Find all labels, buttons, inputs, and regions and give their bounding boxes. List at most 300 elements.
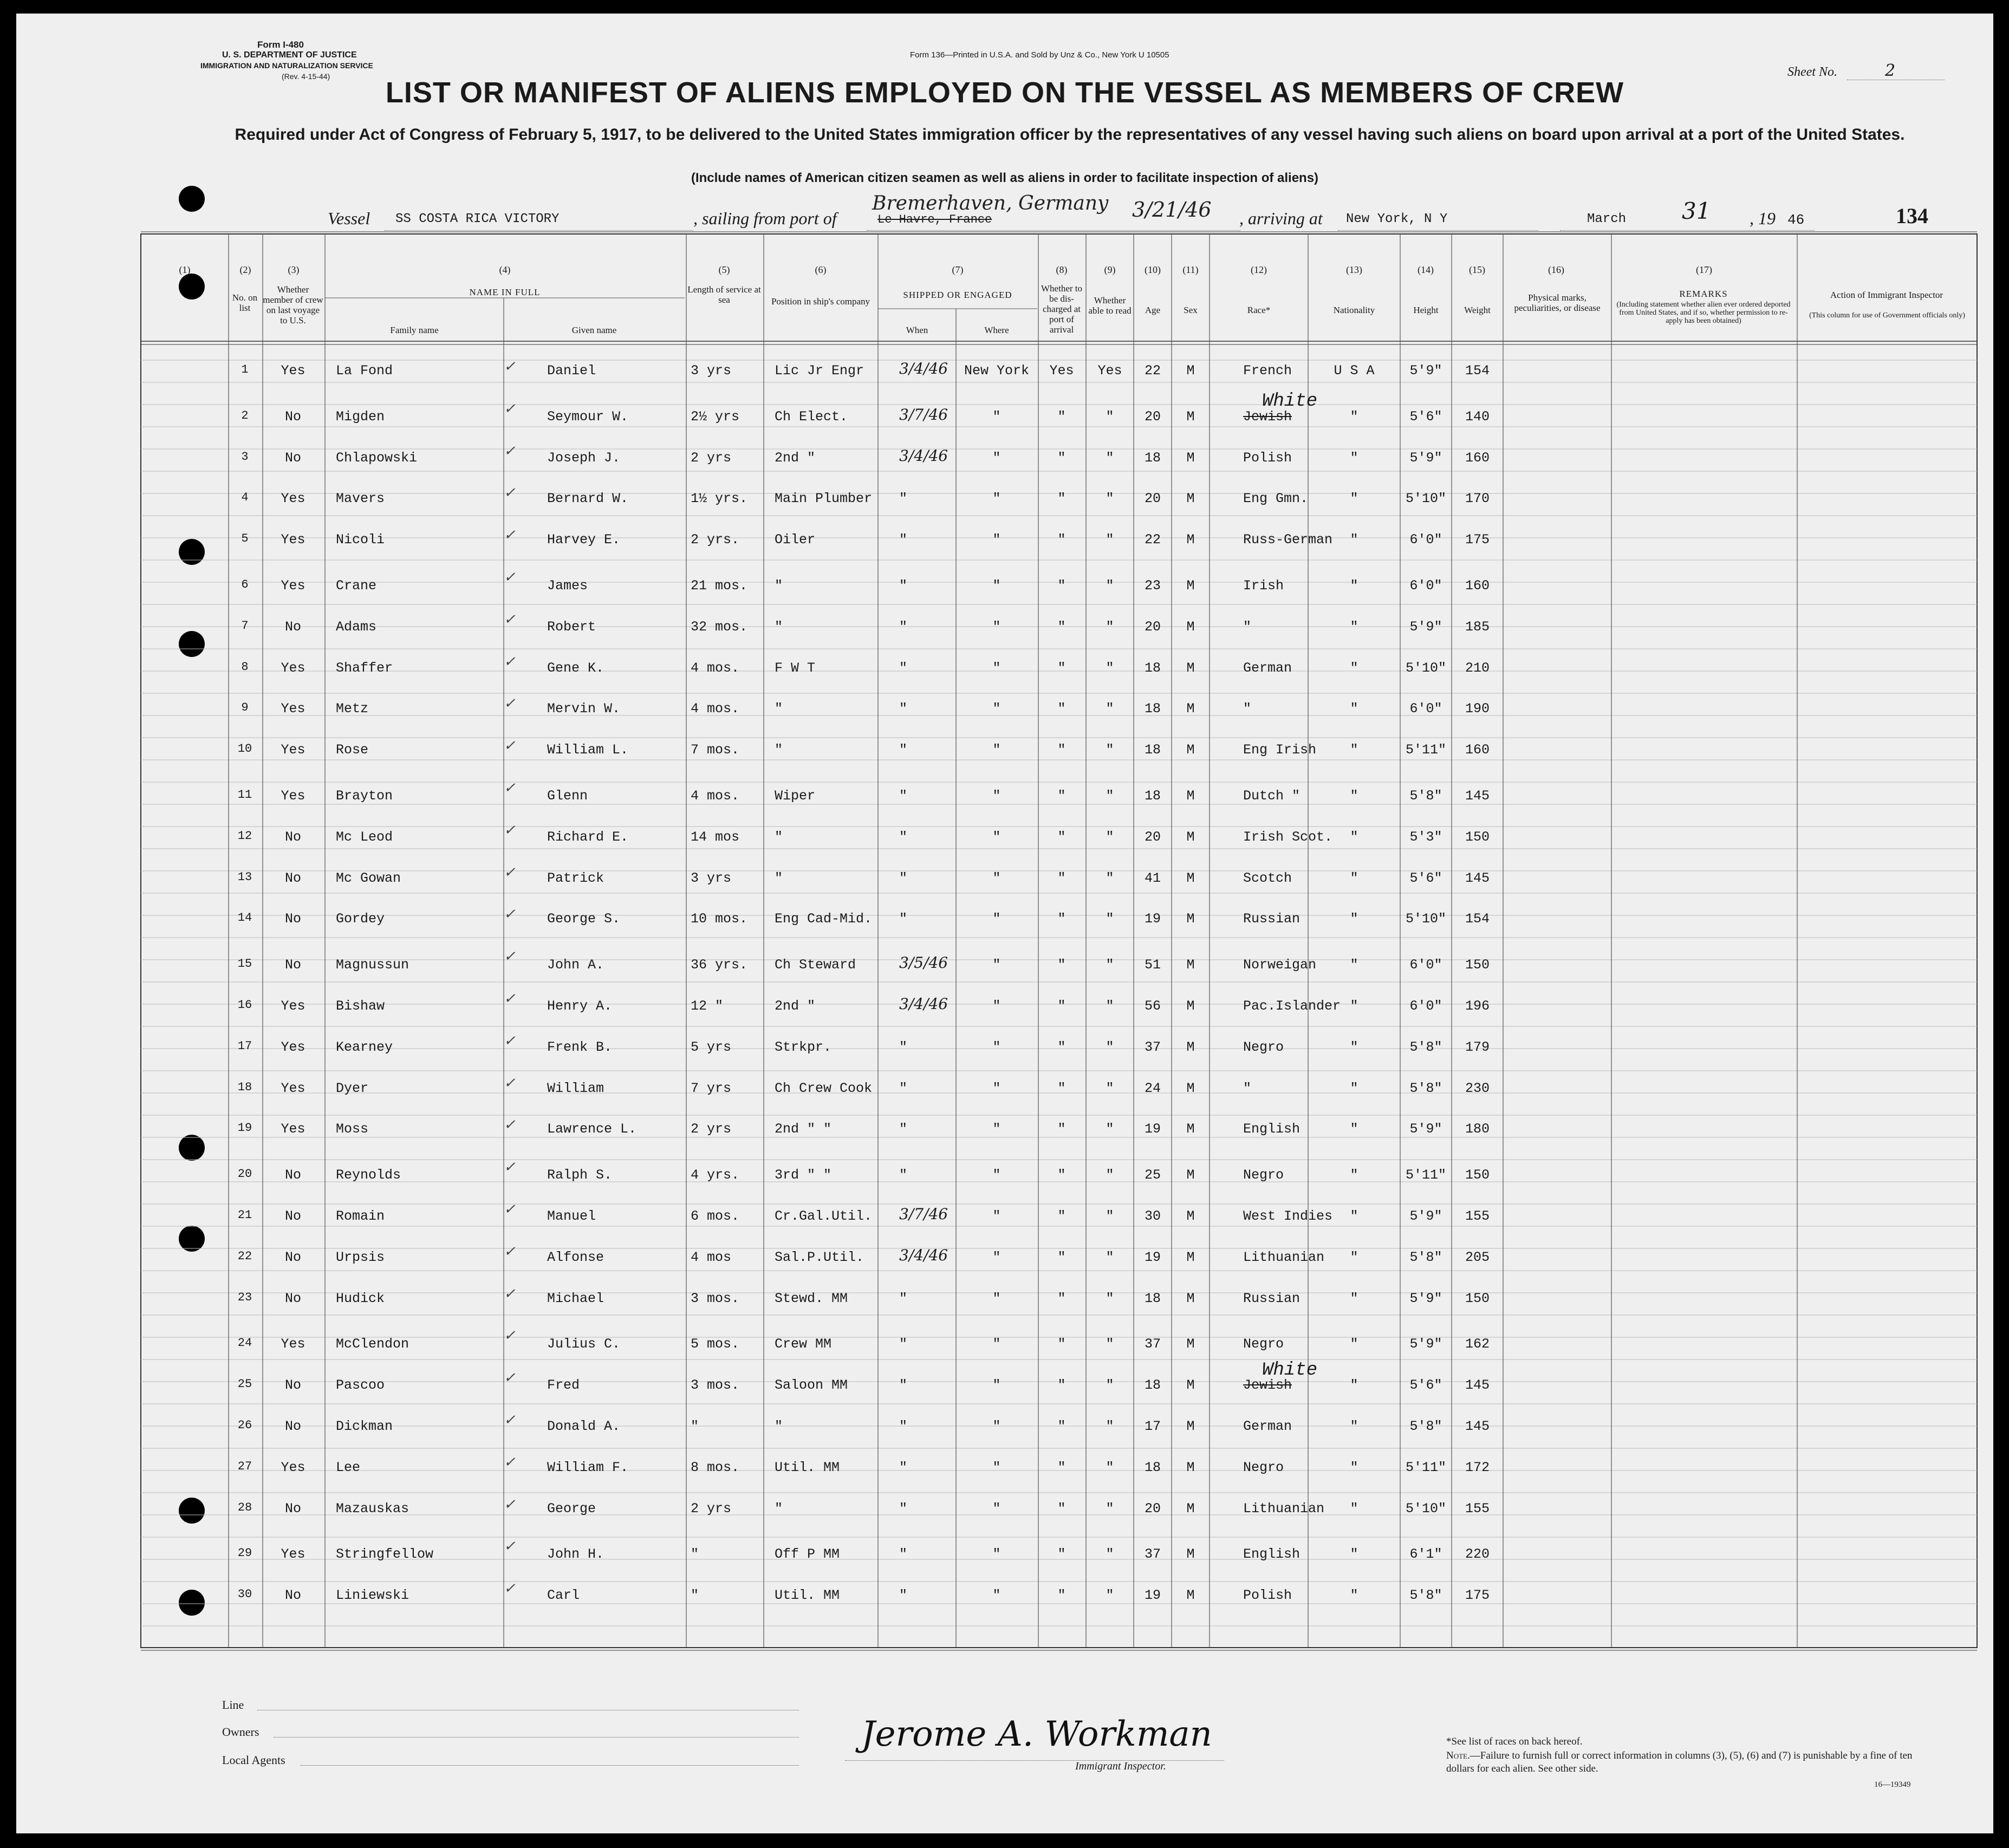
shipped-where: " [992, 1418, 1001, 1434]
service-length: 2 yrs [691, 450, 732, 466]
sex: M [1186, 1336, 1195, 1352]
last-voyage: No [284, 1290, 301, 1306]
column-number: (6) [815, 264, 827, 275]
shipped-when: " [899, 578, 908, 594]
check-mark-icon: ✓ [504, 1412, 516, 1428]
able-to-read: " [1106, 1500, 1114, 1517]
sex: M [1186, 532, 1195, 548]
able-to-read: " [1106, 1587, 1114, 1604]
race-handwritten-correction: White [1262, 391, 1318, 412]
height: 5'6" [1409, 870, 1442, 886]
table-row [16, 485, 1993, 531]
check-mark-icon: ✓ [504, 653, 516, 670]
header-physical-marks: Physical marks, peculiarities, or disease [1514, 292, 1601, 313]
race: Polish [1243, 450, 1292, 466]
last-voyage: Yes [281, 578, 305, 594]
family-name: Lee [336, 1459, 361, 1475]
given-name: Michael [547, 1290, 604, 1306]
column-number: (7) [952, 264, 964, 275]
race: Lithuanian [1243, 1500, 1325, 1517]
family-name: Metz [336, 701, 369, 717]
nationality: " [1350, 1377, 1358, 1394]
header-weight: Weight [1464, 305, 1491, 315]
sex: M [1186, 1039, 1195, 1055]
footer-owners-rule [274, 1737, 799, 1738]
weight: 179 [1465, 1039, 1490, 1055]
discharged: " [1057, 911, 1066, 927]
family-name: Stringfellow [336, 1546, 434, 1563]
given-name: William L. [547, 742, 629, 758]
column-number: (13) [1346, 264, 1362, 275]
check-mark-icon: ✓ [504, 1454, 516, 1470]
row-number: 16 [237, 998, 252, 1012]
race: Dutch " [1243, 788, 1301, 804]
sex: M [1186, 1459, 1195, 1475]
table-row [16, 611, 1993, 658]
shipped-where: " [992, 957, 1001, 973]
given-name: Fred [547, 1377, 580, 1394]
weight: 154 [1465, 911, 1490, 927]
sex: M [1186, 1167, 1195, 1183]
shipped-when: 3/4/46 [899, 995, 948, 1013]
position: Cr.Gal.Util. [775, 1208, 873, 1224]
able-to-read: " [1106, 1459, 1114, 1475]
row-number: 23 [237, 1290, 252, 1304]
able-to-read: " [1106, 1336, 1114, 1352]
position: Ch Steward [775, 957, 856, 973]
given-name: John H. [547, 1546, 604, 1563]
able-to-read: " [1106, 829, 1114, 845]
nationality: " [1350, 788, 1358, 804]
shipped-when: " [899, 1121, 908, 1137]
check-mark-icon: ✓ [504, 948, 516, 965]
nationality: " [1350, 829, 1358, 845]
given-name: Patrick [547, 870, 604, 886]
shipped-where: " [992, 1336, 1001, 1352]
able-to-read: " [1106, 957, 1114, 973]
race: Negro [1243, 1336, 1284, 1352]
given-name: John A. [547, 957, 604, 973]
family-name: Moss [336, 1121, 369, 1137]
column-number: (12) [1251, 264, 1267, 275]
nationality: " [1350, 998, 1358, 1014]
race: Negro [1243, 1459, 1284, 1475]
position: Main Plumber [775, 491, 873, 507]
shipped-where: " [992, 1167, 1001, 1183]
nationality: " [1350, 870, 1358, 886]
discharged: " [1057, 1336, 1066, 1352]
inspector-signature: Jerome A. Workman [861, 1714, 1212, 1754]
check-mark-icon: ✓ [504, 864, 516, 881]
service-length: 32 mos. [691, 619, 748, 635]
page-note: (Include names of American citizen seamen as well as aliens in order to facilitate inspection of aliens) [691, 171, 1319, 185]
weight: 145 [1465, 1377, 1490, 1394]
race: German [1243, 660, 1292, 676]
race: Negro [1243, 1039, 1284, 1055]
sex: M [1186, 1080, 1195, 1096]
position: Off P MM [775, 1546, 840, 1563]
form-revision: (Rev. 4-15-44) [282, 72, 330, 81]
height: 5'9" [1409, 1336, 1442, 1352]
given-name: Joseph J. [547, 450, 621, 466]
weight: 145 [1465, 870, 1490, 886]
service-name: IMMIGRATION AND NATURALIZATION SERVICE [200, 61, 373, 70]
nationality: " [1350, 1208, 1358, 1224]
height: 5'9" [1409, 1290, 1442, 1306]
position: Ch Elect. [775, 408, 848, 425]
nationality: " [1350, 1459, 1358, 1475]
position: " [775, 619, 783, 635]
sex: M [1186, 578, 1195, 594]
family-name: Gordey [336, 911, 385, 927]
weight: 150 [1465, 1167, 1490, 1183]
shipped-when: " [899, 870, 908, 886]
shipped-when: " [899, 829, 908, 845]
discharged: " [1057, 1587, 1066, 1604]
position: F W T [775, 660, 816, 676]
position: Util. MM [775, 1587, 840, 1604]
table-row [16, 1285, 1993, 1332]
service-length: 12 " [691, 998, 724, 1014]
sex: M [1186, 957, 1195, 973]
column-number: (3) [288, 264, 300, 275]
check-mark-icon: ✓ [504, 1370, 516, 1387]
race: Negro [1243, 1167, 1284, 1183]
header-when: When [906, 325, 928, 335]
position: Strkpr. [775, 1039, 832, 1055]
shipped-where: " [992, 1208, 1001, 1224]
row-number: 2 [241, 408, 249, 422]
shipped-where: " [992, 1500, 1001, 1517]
check-mark-icon: ✓ [504, 1538, 516, 1555]
last-voyage: No [284, 1208, 301, 1224]
shipped-where: " [992, 742, 1001, 758]
nationality: " [1350, 1546, 1358, 1563]
table-row [16, 1538, 1993, 1585]
penalty-note-text: —Failure to furnish full or correct information in columns (3), (5), (6) and (7) is punishable by a fine of ten dollars for each alien. See other side. [1446, 1750, 1913, 1774]
height: 5'9" [1409, 450, 1442, 466]
row-number: 15 [237, 957, 252, 971]
printer-line: Form 136—Printed in U.S.A. and Sold by Unz & Co., New York U 10505 [910, 50, 1169, 60]
weight: 150 [1465, 829, 1490, 845]
table-row [16, 864, 1993, 911]
race: Scotch [1243, 870, 1292, 886]
weight: 160 [1465, 742, 1490, 758]
discharged: " [1057, 1546, 1066, 1563]
shipped-when: " [899, 491, 908, 507]
service-length: 3 yrs [691, 363, 732, 379]
header-length-of-service: Length of service at sea [687, 284, 761, 305]
check-mark-icon: ✓ [504, 906, 516, 923]
given-name: Glenn [547, 788, 588, 804]
discharged: " [1057, 532, 1066, 548]
sheet-label: Sheet No. [1787, 65, 1837, 79]
row-number: 17 [237, 1039, 252, 1053]
header-inspector-action: Action of Immigrant Inspector [1830, 290, 1943, 300]
height: 5'6" [1409, 1377, 1442, 1394]
family-name: Urpsis [336, 1249, 385, 1265]
height: 5'9" [1409, 363, 1442, 379]
table-row [16, 391, 1993, 447]
given-name: Julius C. [547, 1336, 621, 1352]
header-family-name: Family name [390, 325, 439, 335]
shipped-when: " [899, 1336, 908, 1352]
weight: 155 [1465, 1208, 1490, 1224]
given-name: Manuel [547, 1208, 596, 1224]
given-name: Bernard W. [547, 491, 629, 507]
age: 18 [1144, 660, 1161, 676]
nationality: " [1350, 957, 1358, 973]
height: 5'9" [1409, 619, 1442, 635]
age: 37 [1144, 1546, 1161, 1563]
service-length: 2 yrs [691, 1500, 732, 1517]
column-number: (2) [239, 264, 251, 275]
check-mark-icon: ✓ [504, 611, 516, 628]
weight: 196 [1465, 998, 1490, 1014]
weight: 150 [1465, 1290, 1490, 1306]
shipped-where: " [992, 1377, 1001, 1394]
table-row [16, 1201, 1993, 1248]
last-voyage: No [284, 1167, 301, 1183]
discharged: Yes [1049, 363, 1074, 379]
check-mark-icon: ✓ [504, 1159, 516, 1176]
nationality: " [1350, 408, 1358, 425]
height: 6'0" [1409, 998, 1442, 1014]
service-length: 5 mos. [691, 1336, 740, 1352]
able-to-read: " [1106, 1418, 1114, 1434]
table-row [16, 1117, 1993, 1163]
race: French [1243, 363, 1292, 379]
shipped-where: " [992, 1121, 1001, 1137]
race: Jewish [1243, 408, 1292, 425]
shipped-when: " [899, 619, 908, 635]
header-remarks: REMARKS [1679, 289, 1728, 299]
column-number: (9) [1104, 264, 1116, 275]
nationality: " [1350, 619, 1358, 635]
given-name: Alfonse [547, 1249, 604, 1265]
age: 22 [1144, 532, 1161, 548]
row-number: 13 [237, 870, 252, 884]
able-to-read: " [1106, 1208, 1114, 1224]
last-voyage: Yes [281, 532, 305, 548]
service-length: 4 mos. [691, 701, 740, 717]
family-name: Nicoli [336, 532, 385, 548]
discharged: " [1057, 450, 1066, 466]
shipped-where: " [992, 1546, 1001, 1563]
row-number: 5 [241, 532, 249, 546]
table-row [16, 1328, 1993, 1374]
shipped-where: " [992, 1039, 1001, 1055]
race: Pac.Islander [1243, 998, 1341, 1014]
table-row [16, 906, 1993, 953]
family-name: Bishaw [336, 998, 385, 1014]
column-number: (5) [718, 264, 730, 275]
age: 19 [1144, 1587, 1161, 1604]
row-number: 18 [237, 1080, 252, 1094]
check-mark-icon: ✓ [504, 822, 516, 838]
sex: M [1186, 1121, 1195, 1137]
discharged: " [1057, 619, 1066, 635]
check-mark-icon: ✓ [504, 1285, 516, 1302]
age: 18 [1144, 742, 1161, 758]
penalty-note [1446, 1749, 1934, 1775]
check-mark-icon: ✓ [504, 527, 516, 544]
able-to-read: " [1106, 788, 1114, 804]
discharged: " [1057, 1080, 1066, 1096]
sex: M [1186, 1290, 1195, 1306]
weight: 145 [1465, 788, 1490, 804]
table-row [16, 569, 1993, 616]
able-to-read: " [1106, 1080, 1114, 1096]
age: 20 [1144, 1500, 1161, 1517]
able-to-read: " [1106, 619, 1114, 635]
shipped-when: " [899, 1377, 908, 1394]
position: 2nd " " [775, 1121, 832, 1137]
race: German [1243, 1418, 1292, 1434]
able-to-read: " [1106, 1546, 1114, 1563]
arriving-label: , arriving at [1239, 209, 1323, 228]
shipped-where: " [992, 578, 1001, 594]
header-sex: Sex [1184, 305, 1198, 315]
page-subtitle: Required under Act of Congress of February 5, 1917, to be delivered to the United States immigration officer by the representatives of any vessel having such aliens on board upon arrival at a port of the United States. [235, 126, 1905, 144]
weight: 185 [1465, 619, 1490, 635]
able-to-read: " [1106, 1290, 1114, 1306]
weight: 140 [1465, 408, 1490, 425]
table-row [16, 1454, 1993, 1501]
shipped-when: 3/7/46 [899, 1205, 948, 1223]
row-number: 10 [237, 742, 252, 756]
table-row [16, 695, 1993, 742]
weight: 170 [1465, 491, 1490, 507]
nationality: " [1350, 491, 1358, 507]
service-length: 5 yrs [691, 1039, 732, 1055]
able-to-read: " [1106, 998, 1114, 1014]
given-name: Henry A. [547, 998, 613, 1014]
position: 3rd " " [775, 1167, 832, 1183]
height: 5'8" [1409, 1039, 1442, 1055]
nationality: " [1350, 660, 1358, 676]
weight: 205 [1465, 1249, 1490, 1265]
last-voyage: Yes [281, 1336, 305, 1352]
nationality: " [1350, 1080, 1358, 1096]
row-number: 8 [241, 660, 249, 674]
position: 2nd " [775, 998, 816, 1014]
shipped-when: " [899, 1167, 908, 1183]
race: English [1243, 1121, 1301, 1137]
last-voyage: No [284, 1587, 301, 1604]
arrival-year: 46 [1787, 212, 1805, 228]
service-length: 10 mos. [691, 911, 748, 927]
service-length: 21 mos. [691, 578, 748, 594]
height: 5'8" [1409, 1418, 1442, 1434]
header-shipped-engaged: SHIPPED OR ENGAGED [903, 290, 1012, 300]
height: 5'8" [1409, 1587, 1442, 1604]
given-name: Mervin W. [547, 701, 621, 717]
weight: 145 [1465, 1418, 1490, 1434]
penalty-note-label: Note. [1446, 1750, 1470, 1761]
position: Saloon MM [775, 1377, 848, 1394]
shipped-when: " [899, 660, 908, 676]
shipped-when: " [899, 1039, 908, 1055]
check-mark-icon: ✓ [504, 695, 516, 712]
given-name: James [547, 578, 588, 594]
check-mark-icon: ✓ [504, 485, 516, 502]
age: 18 [1144, 701, 1161, 717]
weight: 155 [1465, 1500, 1490, 1517]
race: Eng Irish [1243, 742, 1317, 758]
row-number: 19 [237, 1121, 252, 1135]
race: Irish [1243, 578, 1284, 594]
shipped-when: 3/7/46 [899, 405, 948, 424]
sex: M [1186, 701, 1195, 717]
service-length: 8 mos. [691, 1459, 740, 1475]
row-number: 27 [237, 1459, 252, 1473]
weight: 160 [1465, 578, 1490, 594]
sex: M [1186, 363, 1195, 379]
weight: 150 [1465, 957, 1490, 973]
sex: M [1186, 788, 1195, 804]
family-name: Hudick [336, 1290, 385, 1306]
header-nationality: Nationality [1333, 305, 1375, 315]
table-row [16, 359, 1993, 405]
able-to-read: Yes [1097, 363, 1122, 379]
check-mark-icon: ✓ [504, 1032, 516, 1049]
able-to-read: " [1106, 870, 1114, 886]
discharged: " [1057, 1290, 1066, 1306]
row-number: 1 [241, 363, 249, 376]
department-name: U. S. DEPARTMENT OF JUSTICE [222, 50, 357, 60]
shipped-where: New York [964, 363, 1030, 379]
discharged: " [1057, 701, 1066, 717]
given-name: George S. [547, 911, 621, 927]
shipped-where: " [992, 870, 1001, 886]
shipped-when: 3/4/46 [899, 1246, 948, 1264]
sailing-date: 3/21/46 [1132, 198, 1212, 222]
last-voyage: No [284, 957, 301, 973]
sex: M [1186, 1249, 1195, 1265]
age: 24 [1144, 1080, 1161, 1096]
family-name: Mc Leod [336, 829, 393, 845]
shipped-when: " [899, 1459, 908, 1475]
height: 6'0" [1409, 957, 1442, 973]
discharged: " [1057, 829, 1066, 845]
shipped-where: " [992, 408, 1001, 425]
position: Stewd. MM [775, 1290, 848, 1306]
shipped-when: 3/4/46 [899, 360, 948, 378]
age: 23 [1144, 578, 1161, 594]
last-voyage: No [284, 1500, 301, 1517]
nationality: " [1350, 450, 1358, 466]
sex: M [1186, 829, 1195, 845]
check-mark-icon: ✓ [504, 1328, 516, 1344]
able-to-read: " [1106, 491, 1114, 507]
check-mark-icon: ✓ [504, 1075, 516, 1091]
sex: M [1186, 660, 1195, 676]
sex: M [1186, 1587, 1195, 1604]
service-length: 4 mos. [691, 660, 740, 676]
column-number: (11) [1182, 264, 1199, 275]
shipped-when: " [899, 742, 908, 758]
nationality: " [1350, 532, 1358, 548]
column-number: (15) [1469, 264, 1485, 275]
weight: 172 [1465, 1459, 1490, 1475]
column-number: (8) [1056, 264, 1068, 275]
able-to-read: " [1106, 1377, 1114, 1394]
height: 5'11" [1405, 742, 1446, 758]
family-name: Mazauskas [336, 1500, 409, 1517]
last-voyage: No [284, 911, 301, 927]
family-name: Magnussun [336, 957, 409, 973]
